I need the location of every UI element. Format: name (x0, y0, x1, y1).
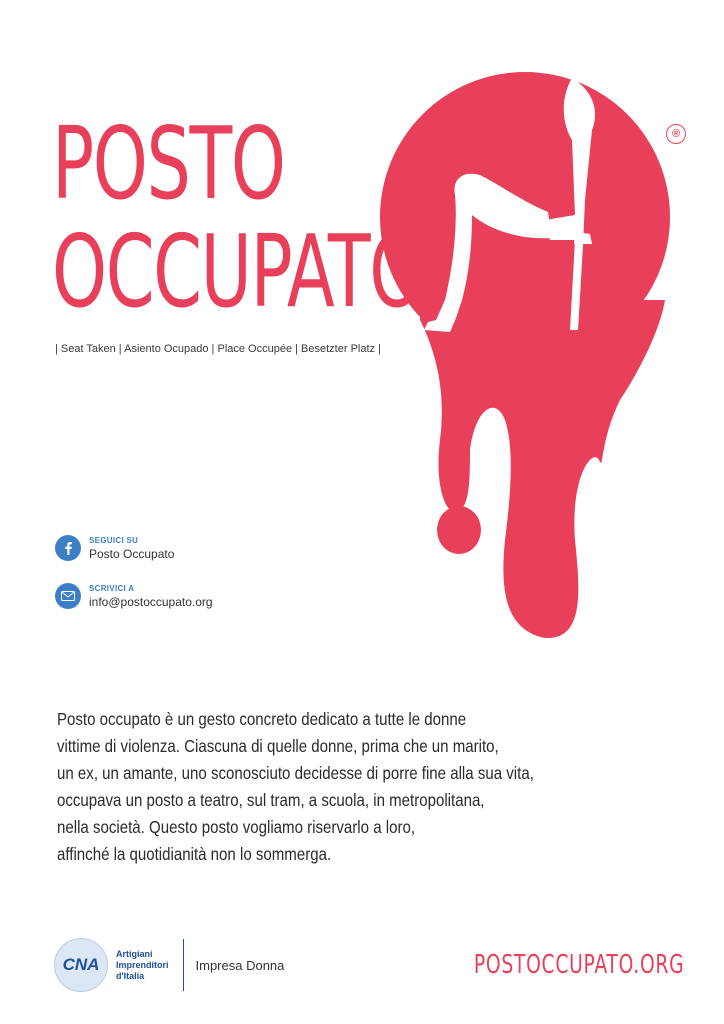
title-line-occupato: OCCUPATO (52, 213, 423, 330)
description-paragraph (57, 706, 573, 868)
facebook-label: SEGUICI SU (89, 535, 139, 545)
impresa-donna-label: Impresa Donna (195, 957, 285, 973)
cna-subtitle: Artigiani Imprenditori d'Italia (116, 948, 169, 981)
email-label: SCRIVICI A (89, 583, 135, 593)
description-line: vittime di violenza. Ciascuna di quelle donne, prima che un marito, (57, 736, 499, 756)
mail-icon (55, 583, 81, 609)
page-title (52, 105, 423, 330)
description-line: nella società. Questo posto vogliamo riservarlo a loro, (57, 817, 416, 837)
website-link[interactable]: POSTOCCUPATO.ORG (473, 950, 684, 980)
cna-logo (54, 938, 284, 992)
description-line: Posto occupato è un gesto concreto dedicato a tutte le donne (57, 709, 467, 729)
title-line-posto: POSTO (52, 105, 285, 222)
facebook-icon (55, 535, 81, 561)
description-line: un ex, un amante, uno sconosciuto decidesse di porre fine alla sua vita, (57, 763, 534, 783)
email-link[interactable]: info@postoccupato.org (89, 594, 213, 609)
email-contact[interactable] (55, 583, 213, 609)
translations-subtitle: | Seat Taken | Asiento Ocupado | Place Occupée | Besetzter Platz | (55, 343, 381, 355)
registered-trademark-icon: ® (666, 124, 686, 144)
facebook-contact[interactable] (55, 535, 174, 561)
description-line: occupava un posto a teatro, sul tram, a scuola, in metropolitana, (57, 790, 485, 810)
footer-divider (183, 939, 184, 991)
description-line: affinché la quotidianità non lo sommerga. (57, 844, 332, 864)
cna-badge: CNA (54, 938, 108, 992)
facebook-link[interactable]: Posto Occupato (89, 546, 175, 561)
